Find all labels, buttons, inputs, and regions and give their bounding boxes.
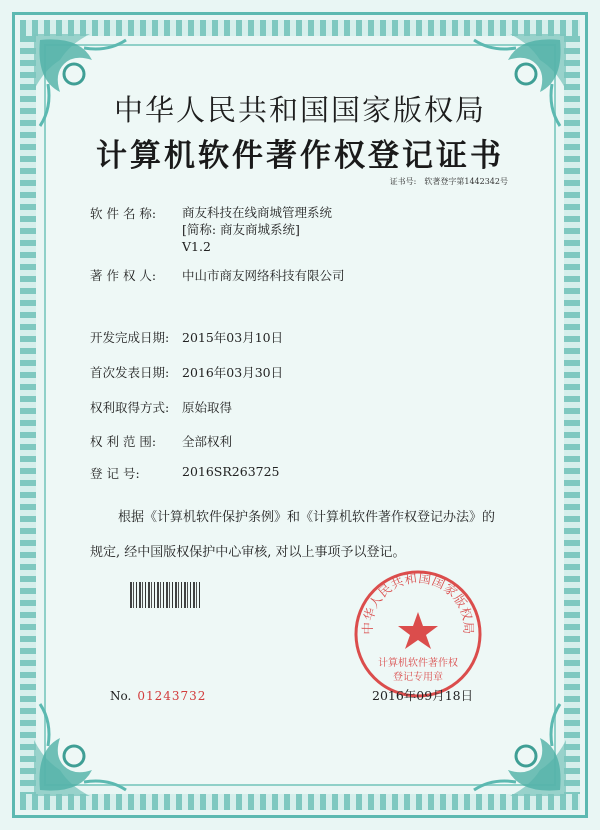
seal-ring-text: 中华人民共和国国家版权局 bbox=[359, 570, 477, 635]
seal-center-line-1: 计算机软件著作权 bbox=[378, 658, 458, 669]
first-published-row bbox=[90, 363, 283, 381]
copyright-owner-row bbox=[90, 266, 345, 284]
development-date-value: 2015年03月10日 bbox=[182, 330, 284, 345]
acquisition-method-label: 权利取得方式: bbox=[90, 400, 170, 415]
software-name-line: 商友科技在线商城管理系统 bbox=[182, 205, 333, 220]
first-published-value: 2016年03月30日 bbox=[182, 365, 284, 380]
copyright-owner-value: 中山市商友网络科技有限公司 bbox=[182, 268, 345, 283]
acquisition-method-row bbox=[90, 398, 232, 416]
corner-ornament-icon bbox=[30, 690, 140, 800]
corner-ornament-icon bbox=[460, 690, 570, 800]
certificate-number-label: 证书号: bbox=[389, 177, 417, 186]
registration-number-row bbox=[90, 464, 280, 482]
software-name-value bbox=[182, 204, 332, 255]
rights-scope-row bbox=[90, 432, 232, 450]
acquisition-method-value: 原始取得 bbox=[182, 400, 233, 415]
software-short-name-line: [简称: 商友商城系统] bbox=[182, 222, 300, 237]
official-seal bbox=[352, 568, 484, 700]
certificate-number bbox=[390, 176, 508, 187]
first-published-label: 首次发表日期: bbox=[90, 365, 170, 380]
development-date-row bbox=[90, 328, 283, 346]
software-name-row bbox=[90, 204, 332, 255]
serial-number-value: 01243732 bbox=[137, 689, 207, 703]
certificate-number-value: 软著登字第1442342号 bbox=[424, 177, 508, 186]
rights-scope-value: 全部权利 bbox=[182, 434, 233, 449]
issuing-authority-title: 中华人民共和国国家版权局 bbox=[113, 93, 486, 127]
software-version-line: V1.2 bbox=[182, 239, 211, 254]
seal-center-line-2: 登记专用章 bbox=[393, 672, 443, 683]
statement-line-1: 根据《计算机软件保护条例》和《计算机软件著作权登记办法》的 bbox=[118, 510, 496, 525]
software-name-label: 软 件 名 称: bbox=[90, 206, 157, 221]
seal-star-icon bbox=[398, 612, 438, 649]
barcode-icon bbox=[130, 582, 200, 608]
development-date-label: 开发完成日期: bbox=[90, 330, 170, 345]
rights-scope-label: 权 利 范 围: bbox=[90, 434, 157, 449]
certificate-title: 计算机软件著作权登记证书 bbox=[96, 138, 504, 174]
serial-number-label: No. bbox=[110, 689, 132, 703]
registration-number-value: 2016SR263725 bbox=[182, 464, 280, 479]
issue-date: 2016年09月18日 bbox=[372, 688, 474, 703]
copyright-owner-label: 著 作 权 人: bbox=[90, 268, 157, 283]
statement-line-2: 规定, 经中国版权保护中心审核, 对以上事项予以登记。 bbox=[90, 545, 406, 560]
serial-number bbox=[110, 689, 206, 703]
registration-number-label: 登 记 号: bbox=[90, 466, 140, 481]
